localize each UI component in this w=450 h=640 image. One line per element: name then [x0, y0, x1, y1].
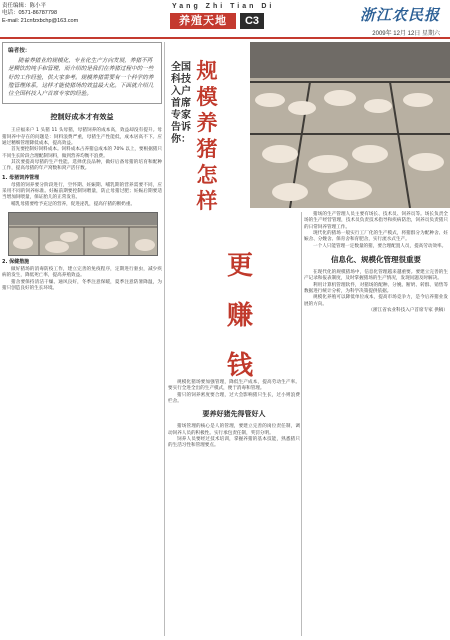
editor-name: 责任编辑：陈小平 [2, 3, 47, 9]
paragraph: 利用计算机管理软件，对猪场的配种、分娩、断奶、转群、销售等数据进行统计分析，为科学决策提供依据。 [304, 282, 448, 295]
newspaper-name: 浙江农民报 [359, 6, 440, 24]
paragraph: 做好猪场的消毒防疫工作，建立完善的免疫程序，定期进行驱虫，减少疾病的发生，降低死亡率，提高养殖效益。 [2, 267, 162, 279]
page-header [0, 0, 450, 40]
headline-kicker: 全国科技入户首席专家告诉你： [171, 62, 191, 145]
left-article-subhead: 控制好成本才有效益 [50, 112, 114, 122]
headline-main: 规模养猪怎样 [196, 58, 218, 213]
editor-note-text: 随着养猪业的规模化，专业化生产方向发展，养猪不再是糊饮的纯手和管理，而介绍的是我们在养猪过程中的一些好的工作经验，供大家参考。规模养猪需要有一个科学的养殖管理体系，这样才能使猪场的效益最大化。下面就介绍几位全国科技入户首席专家的经验。 [8, 58, 154, 98]
column-pinyin: Yang Zhi Tian Di [172, 3, 275, 10]
paragraph: 饲养人员要经过技术培训，掌握养猪的基本技能，熟悉猪只的生活习性和管理要点。 [168, 437, 300, 449]
paragraph: 现代化的猪场一般实行工厂化的生产模式，将猪群分为配种舍、妊娠舍、分娩舍、保育舍和育肥舍，实行流水式生产。 [304, 231, 448, 243]
editor-email: E-mail: 21cnfzxbchp@163.com [2, 17, 79, 24]
right-column [304, 212, 448, 314]
middle-article-body-cont [168, 424, 300, 449]
pig-farm-illustration [250, 42, 450, 208]
paragraph: 猪只的饲养密度要合理，过大会影响猪只生长，过小则浪费栏舍。 [168, 392, 300, 405]
paragraph: 规模化养殖可以降低单位成本，提高市场竞争力，是今后养猪业发展的方向。 [304, 295, 448, 307]
editor-note-box [2, 42, 162, 104]
paragraph: 规模化猪场要加强管理，降低生产成本，提高劳动生产率。要实行全进全出的生产模式，便于消毒和管理。 [168, 380, 300, 392]
paragraph: 王应福来户 1 头猪 11 头母猪，母猪饲养的成本高，效益却没有提升。母猪饲养中存在的问题是：饲料浪费严重，母猪生产性能低，成本居高不下。应通过精细管理降低成本，提高效益。 [2, 128, 162, 146]
column-title: 养殖天地 [170, 13, 236, 29]
left-article-body-cont [2, 259, 162, 292]
middle-section-title: 要养好猪先得管好人 [202, 409, 266, 419]
editor-info [2, 3, 78, 25]
headline-char: 赚 [226, 301, 253, 331]
issue-date: 2009年 12月 12日 星期六 [372, 31, 440, 37]
paragraph: 首先要控制好饲料成本。饲料成本占养猪总成本的 70% 以上，要根据猪只不同生长阶段合理配制饲料，做到营养均衡不浪费。 [2, 147, 162, 159]
paragraph: 在现代化的规模猪场中，信息化管理越来越重要。要建立完善的生产记录和报表制度，及时掌握猪场的生产情况，发现问题及时解决。 [304, 270, 448, 282]
page-number: C3 [240, 13, 264, 29]
inline-subtitle: 1. 母猪饲养管理 [2, 174, 40, 181]
editor-phone: 电话：0571-86787798 [2, 10, 58, 17]
headline-char: 钱 [226, 351, 253, 381]
left-column [2, 42, 162, 636]
paragraph: 猪场管理的核心是人的管理，要建立完善的岗位责任制，调动饲养人员的积极性。实行承包责任制，奖罚分明。 [168, 424, 300, 436]
right-article-body [304, 212, 448, 250]
paragraph: 猪舍要保持清洁干燥、通风良好，冬季注意保暖，夏季注意防暑降温，为猪只创造良好的生长环境。 [2, 279, 162, 292]
pig-pen-photo-small [8, 212, 158, 256]
column-divider [301, 212, 302, 636]
paragraph: 猪场的生产管理人员主要有场长、技术员、饲养员等。场长负责全场的生产经营管理，技术员负责技术指导和疾病防治，饲养员负责猪只的日常饲养管理工作。 [304, 212, 448, 230]
column-divider [164, 42, 165, 636]
paragraph: 哺乳母猪要给予充足的营养，促进泌乳，提高仔猪的断奶重。 [11, 201, 136, 207]
pig-farm-photo [250, 42, 450, 208]
middle-column [168, 380, 300, 450]
headline-emphasis [225, 252, 255, 380]
right-section-title: 信息化、规模化管理很重要 [331, 255, 421, 265]
right-article-body-cont [304, 270, 448, 314]
middle-article-body [168, 380, 300, 405]
editor-note-label: 编者按： [8, 48, 31, 54]
headline-char: 更 [226, 251, 253, 281]
article-source: （浙江省农业科技入户首席专家 供稿） [368, 308, 448, 314]
header-divider [0, 37, 450, 39]
paragraph: 母猪的饲养要分阶段进行，空怀期、妊娠期、哺乳期的营养需要不同，应采用不同的饲养标准。妊娠前期要控制饲喂量，防止母猪过肥；妊娠后期要适当增加饲喂量，保证胎儿的正常发育。 [2, 182, 162, 201]
paragraph: 一个人只能管理一定数量的猪，要合理配置人员，提高劳动效率。 [313, 243, 447, 249]
paragraph: 其次要提高母猪的生产性能。选择优良品种，做好后备母猪的培育和配种工作，提高母猪的年产窝数和窝产活仔数。 [2, 159, 162, 172]
left-article-body [2, 128, 162, 208]
inline-subtitle: 2. 保健措施 [2, 259, 30, 265]
pig-pen-illustration [9, 213, 158, 256]
